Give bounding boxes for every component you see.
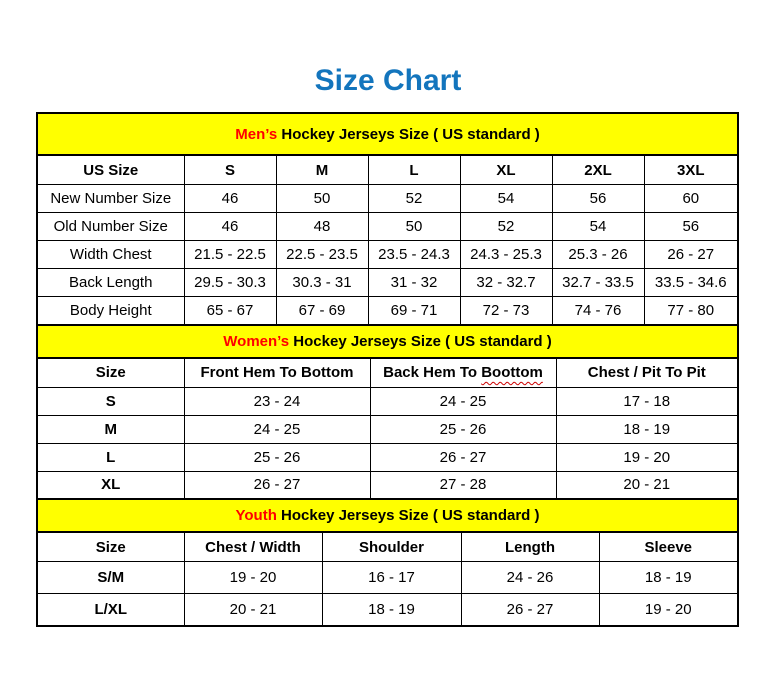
mens-header-row — [37, 155, 738, 185]
mens-row-width-chest — [37, 241, 738, 269]
row-label: Width Chest — [37, 241, 184, 269]
table-cell: 54 — [460, 185, 552, 213]
table-cell: 23 - 24 — [184, 387, 370, 415]
row-label: L — [37, 443, 184, 471]
womens-row-xl — [37, 471, 738, 499]
womens-row-m — [37, 415, 738, 443]
row-label: Body Height — [37, 297, 184, 325]
table-cell: 19 - 20 — [556, 443, 738, 471]
mens-header-2xl: 2XL — [552, 155, 644, 185]
table-cell: 56 — [644, 213, 738, 241]
table-cell: 33.5 - 34.6 — [644, 269, 738, 297]
table-cell: 24 - 26 — [461, 562, 599, 594]
womens-header-size: Size — [37, 358, 184, 388]
mens-section-accent-label: Men’s — [235, 125, 278, 143]
table-cell: 19 - 20 — [599, 594, 738, 626]
table-cell: 20 - 21 — [184, 594, 322, 626]
table-cell: 18 - 19 — [599, 562, 738, 594]
back-hem-prefix: Back Hem To — [383, 364, 482, 381]
womens-header-back-hem — [370, 358, 556, 388]
mens-header-us-size: US Size — [37, 155, 184, 185]
mens-section-band-row — [37, 113, 738, 155]
table-cell: 32 - 32.7 — [460, 269, 552, 297]
table-cell: 54 — [552, 213, 644, 241]
table-cell: 48 — [276, 213, 368, 241]
mens-row-new-number-size — [37, 185, 738, 213]
row-label: New Number Size — [37, 185, 184, 213]
table-cell: 46 — [184, 185, 276, 213]
table-cell: 26 - 27 — [644, 241, 738, 269]
youth-row-lxl — [37, 594, 738, 626]
table-cell: 18 - 19 — [322, 594, 461, 626]
table-cell: 18 - 19 — [556, 415, 738, 443]
table-cell: 77 - 80 — [644, 297, 738, 325]
table-cell: 30.3 - 31 — [276, 269, 368, 297]
mens-size-table — [36, 112, 739, 326]
womens-header-front-hem: Front Hem To Bottom — [184, 358, 370, 388]
youth-header-size: Size — [37, 532, 184, 562]
table-cell: 21.5 - 22.5 — [184, 241, 276, 269]
womens-section-header — [37, 325, 738, 358]
table-cell: 65 - 67 — [184, 297, 276, 325]
table-cell: 46 — [184, 213, 276, 241]
table-cell: 25.3 - 26 — [552, 241, 644, 269]
womens-section-title-label: Hockey Jerseys Size ( US standard ) — [289, 332, 552, 350]
row-label: S — [37, 387, 184, 415]
youth-section-accent-label: Youth — [235, 507, 277, 524]
youth-row-sm — [37, 562, 738, 594]
youth-section-band-row — [37, 499, 738, 532]
row-label: L/XL — [37, 594, 184, 626]
page-title: Size Chart — [314, 64, 462, 97]
youth-header-length: Length — [461, 532, 599, 562]
table-cell: 24.3 - 25.3 — [460, 241, 552, 269]
row-label: XL — [37, 471, 184, 499]
mens-header-3xl: 3XL — [644, 155, 738, 185]
youth-header-chest-width: Chest / Width — [184, 532, 322, 562]
back-hem-misspelled-word: Boottom — [481, 364, 543, 381]
mens-header-s: S — [184, 155, 276, 185]
youth-header-row — [37, 532, 738, 562]
table-cell: 50 — [368, 213, 460, 241]
womens-row-l — [37, 443, 738, 471]
row-label: S/M — [37, 562, 184, 594]
table-cell: 26 - 27 — [184, 471, 370, 499]
table-cell: 17 - 18 — [556, 387, 738, 415]
mens-row-back-length — [37, 269, 738, 297]
table-cell: 27 - 28 — [370, 471, 556, 499]
table-cell: 72 - 73 — [460, 297, 552, 325]
row-label: Old Number Size — [37, 213, 184, 241]
table-cell: 26 - 27 — [461, 594, 599, 626]
table-cell: 31 - 32 — [368, 269, 460, 297]
youth-header-shoulder: Shoulder — [322, 532, 461, 562]
table-cell: 24 - 25 — [184, 415, 370, 443]
womens-section-accent-label: Women’s — [223, 332, 290, 350]
row-label: Back Length — [37, 269, 184, 297]
table-cell: 29.5 - 30.3 — [184, 269, 276, 297]
mens-row-body-height — [37, 297, 738, 325]
table-cell: 69 - 71 — [368, 297, 460, 325]
table-cell: 16 - 17 — [322, 562, 461, 594]
table-cell: 25 - 26 — [370, 415, 556, 443]
table-cell: 32.7 - 33.5 — [552, 269, 644, 297]
youth-size-table — [36, 498, 739, 627]
mens-header-xl: XL — [460, 155, 552, 185]
youth-section-header — [37, 499, 738, 532]
table-cell: 20 - 21 — [556, 471, 738, 499]
womens-size-table — [36, 324, 739, 501]
womens-section-band-row — [37, 325, 738, 358]
table-cell: 25 - 26 — [184, 443, 370, 471]
table-cell: 52 — [460, 213, 552, 241]
youth-header-sleeve: Sleeve — [599, 532, 738, 562]
mens-section-header — [37, 113, 738, 155]
table-cell: 23.5 - 24.3 — [368, 241, 460, 269]
table-cell: 50 — [276, 185, 368, 213]
womens-header-chest: Chest / Pit To Pit — [556, 358, 738, 388]
table-cell: 74 - 76 — [552, 297, 644, 325]
table-cell: 19 - 20 — [184, 562, 322, 594]
table-cell: 26 - 27 — [370, 443, 556, 471]
table-cell: 52 — [368, 185, 460, 213]
mens-row-old-number-size — [37, 213, 738, 241]
table-cell: 22.5 - 23.5 — [276, 241, 368, 269]
table-cell: 60 — [644, 185, 738, 213]
row-label: M — [37, 415, 184, 443]
table-cell: 67 - 69 — [276, 297, 368, 325]
womens-header-row — [37, 358, 738, 388]
mens-section-title-label: Hockey Jerseys Size ( US standard ) — [277, 125, 540, 143]
womens-row-s — [37, 387, 738, 415]
mens-header-m: M — [276, 155, 368, 185]
table-cell: 56 — [552, 185, 644, 213]
mens-header-l: L — [368, 155, 460, 185]
youth-section-title-label: Hockey Jerseys Size ( US standard ) — [276, 507, 540, 524]
table-cell: 24 - 25 — [370, 387, 556, 415]
